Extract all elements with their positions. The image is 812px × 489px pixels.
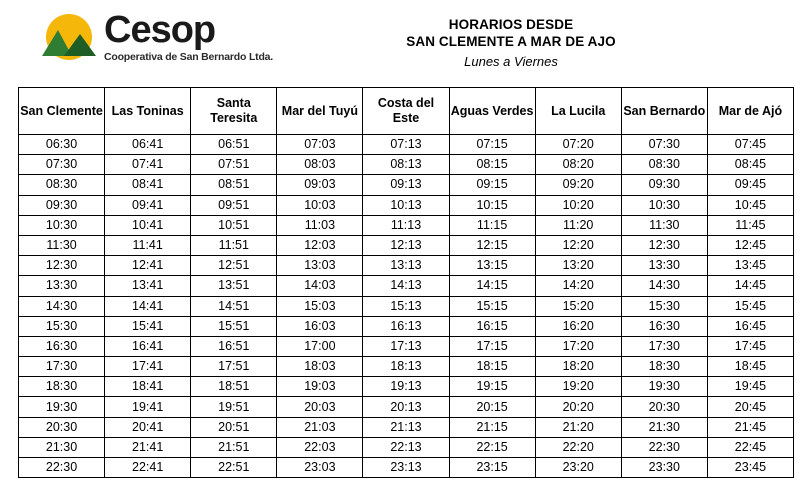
departure-time-cell: 10:13 <box>363 195 449 215</box>
departure-time-cell: 20:13 <box>363 397 449 417</box>
departure-time-cell: 12:20 <box>535 235 621 255</box>
departure-time-cell: 11:41 <box>105 235 191 255</box>
column-header: Aguas Verdes <box>449 88 535 135</box>
table-row <box>19 417 794 437</box>
departure-time-cell: 12:13 <box>363 235 449 255</box>
table-row <box>19 276 794 296</box>
departure-time-cell: 13:03 <box>277 256 363 276</box>
departure-time-cell: 11:13 <box>363 215 449 235</box>
departure-time-cell: 12:03 <box>277 235 363 255</box>
table-row <box>19 458 794 478</box>
table-row <box>19 195 794 215</box>
departure-time-cell: 22:30 <box>621 437 707 457</box>
departure-time-cell: 15:15 <box>449 296 535 316</box>
departure-time-cell: 07:15 <box>449 135 535 155</box>
departure-time-cell: 20:30 <box>19 417 105 437</box>
departure-time-cell: 17:00 <box>277 336 363 356</box>
departure-time-cell: 20:03 <box>277 397 363 417</box>
departure-time-cell: 11:45 <box>707 215 793 235</box>
brand-name: Cesop <box>104 9 216 51</box>
departure-time-cell: 09:30 <box>621 175 707 195</box>
departure-time-cell: 18:15 <box>449 357 535 377</box>
departure-time-cell: 08:45 <box>707 155 793 175</box>
departure-time-cell: 14:15 <box>449 276 535 296</box>
departure-time-cell: 13:15 <box>449 256 535 276</box>
departure-time-cell: 06:41 <box>105 135 191 155</box>
departure-time-cell: 10:30 <box>621 195 707 215</box>
departure-time-cell: 07:20 <box>535 135 621 155</box>
departure-time-cell: 12:30 <box>19 256 105 276</box>
departure-time-cell: 12:51 <box>191 256 277 276</box>
departure-time-cell: 16:45 <box>707 316 793 336</box>
departure-time-cell: 15:13 <box>363 296 449 316</box>
table-row <box>19 437 794 457</box>
departure-time-cell: 19:30 <box>621 377 707 397</box>
departure-time-cell: 09:03 <box>277 175 363 195</box>
departure-time-cell: 11:30 <box>621 215 707 235</box>
departure-time-cell: 18:30 <box>19 377 105 397</box>
departure-time-cell: 09:20 <box>535 175 621 195</box>
mountain-shape <box>42 26 100 56</box>
departure-time-cell: 19:15 <box>449 377 535 397</box>
page-header <box>0 0 812 78</box>
page-title <box>300 10 812 72</box>
table-body <box>19 135 794 478</box>
table-row <box>19 316 794 336</box>
departure-time-cell: 21:20 <box>535 417 621 437</box>
departure-time-cell: 12:45 <box>707 235 793 255</box>
departure-time-cell: 09:30 <box>19 195 105 215</box>
departure-time-cell: 20:51 <box>191 417 277 437</box>
departure-time-cell: 07:51 <box>191 155 277 175</box>
departure-time-cell: 07:41 <box>105 155 191 175</box>
departure-time-cell: 18:45 <box>707 357 793 377</box>
departure-time-cell: 08:15 <box>449 155 535 175</box>
departure-time-cell: 07:03 <box>277 135 363 155</box>
departure-time-cell: 17:15 <box>449 336 535 356</box>
departure-time-cell: 15:51 <box>191 316 277 336</box>
table-header-row <box>19 88 794 135</box>
departure-time-cell: 16:20 <box>535 316 621 336</box>
column-header: Mar de Ajó <box>707 88 793 135</box>
departure-time-cell: 09:13 <box>363 175 449 195</box>
table-row <box>19 235 794 255</box>
departure-time-cell: 23:20 <box>535 458 621 478</box>
departure-time-cell: 21:13 <box>363 417 449 437</box>
departure-time-cell: 10:41 <box>105 215 191 235</box>
departure-time-cell: 11:20 <box>535 215 621 235</box>
departure-time-cell: 06:30 <box>19 135 105 155</box>
departure-time-cell: 17:51 <box>191 357 277 377</box>
departure-time-cell: 13:20 <box>535 256 621 276</box>
departure-time-cell: 19:41 <box>105 397 191 417</box>
departure-time-cell: 22:03 <box>277 437 363 457</box>
departure-time-cell: 14:13 <box>363 276 449 296</box>
brand-logo <box>0 10 300 63</box>
departure-time-cell: 13:51 <box>191 276 277 296</box>
departure-time-cell: 15:30 <box>19 316 105 336</box>
departure-time-cell: 07:30 <box>621 135 707 155</box>
schedule-table-wrapper <box>0 78 812 478</box>
departure-time-cell: 13:30 <box>19 276 105 296</box>
departure-time-cell: 09:51 <box>191 195 277 215</box>
departure-time-cell: 09:15 <box>449 175 535 195</box>
departure-time-cell: 20:41 <box>105 417 191 437</box>
table-row <box>19 215 794 235</box>
column-header: Santa Teresita <box>191 88 277 135</box>
column-header: La Lucila <box>535 88 621 135</box>
departure-time-cell: 16:03 <box>277 316 363 336</box>
departure-time-cell: 10:20 <box>535 195 621 215</box>
departure-time-cell: 17:13 <box>363 336 449 356</box>
table-row <box>19 357 794 377</box>
departure-time-cell: 08:13 <box>363 155 449 175</box>
departure-time-cell: 16:30 <box>621 316 707 336</box>
departure-time-cell: 23:30 <box>621 458 707 478</box>
departure-time-cell: 21:51 <box>191 437 277 457</box>
table-row <box>19 397 794 417</box>
column-header: Las Toninas <box>105 88 191 135</box>
column-header: San Clemente <box>19 88 105 135</box>
departure-time-cell: 14:51 <box>191 296 277 316</box>
departure-time-cell: 16:15 <box>449 316 535 336</box>
table-row <box>19 155 794 175</box>
departure-time-cell: 13:13 <box>363 256 449 276</box>
departure-time-cell: 17:30 <box>621 336 707 356</box>
departure-time-cell: 15:03 <box>277 296 363 316</box>
table-row <box>19 377 794 397</box>
departure-time-cell: 15:41 <box>105 316 191 336</box>
departure-time-cell: 21:30 <box>621 417 707 437</box>
departure-time-cell: 19:03 <box>277 377 363 397</box>
departure-time-cell: 08:03 <box>277 155 363 175</box>
departure-time-cell: 21:45 <box>707 417 793 437</box>
departure-time-cell: 22:13 <box>363 437 449 457</box>
departure-time-cell: 10:30 <box>19 215 105 235</box>
departure-time-cell: 22:20 <box>535 437 621 457</box>
departure-time-cell: 13:45 <box>707 256 793 276</box>
departure-time-cell: 09:41 <box>105 195 191 215</box>
departure-time-cell: 17:30 <box>19 357 105 377</box>
departure-time-cell: 10:45 <box>707 195 793 215</box>
departure-time-cell: 18:51 <box>191 377 277 397</box>
departure-time-cell: 11:15 <box>449 215 535 235</box>
departure-time-cell: 22:30 <box>19 458 105 478</box>
departure-time-cell: 14:45 <box>707 276 793 296</box>
departure-time-cell: 21:03 <box>277 417 363 437</box>
departure-time-cell: 07:30 <box>19 155 105 175</box>
departure-time-cell: 22:15 <box>449 437 535 457</box>
departure-time-cell: 22:51 <box>191 458 277 478</box>
departure-time-cell: 22:45 <box>707 437 793 457</box>
departure-time-cell: 16:13 <box>363 316 449 336</box>
departure-time-cell: 07:45 <box>707 135 793 155</box>
departure-time-cell: 11:30 <box>19 235 105 255</box>
departure-time-cell: 19:45 <box>707 377 793 397</box>
departure-time-cell: 16:41 <box>105 336 191 356</box>
departure-time-cell: 17:20 <box>535 336 621 356</box>
departure-time-cell: 19:20 <box>535 377 621 397</box>
departure-time-cell: 14:30 <box>621 276 707 296</box>
departure-time-cell: 10:51 <box>191 215 277 235</box>
departure-time-cell: 08:41 <box>105 175 191 195</box>
departure-time-cell: 12:30 <box>621 235 707 255</box>
table-head <box>19 88 794 135</box>
departure-time-cell: 11:03 <box>277 215 363 235</box>
departure-time-cell: 17:41 <box>105 357 191 377</box>
column-header: Costa del Este <box>363 88 449 135</box>
departure-time-cell: 14:30 <box>19 296 105 316</box>
departure-time-cell: 18:30 <box>621 357 707 377</box>
schedule-table <box>18 87 794 478</box>
departure-time-cell: 14:03 <box>277 276 363 296</box>
departure-time-cell: 13:30 <box>621 256 707 276</box>
departure-time-cell: 20:45 <box>707 397 793 417</box>
departure-time-cell: 23:15 <box>449 458 535 478</box>
departure-time-cell: 18:13 <box>363 357 449 377</box>
departure-time-cell: 08:30 <box>19 175 105 195</box>
brand-text <box>104 10 273 63</box>
table-row <box>19 336 794 356</box>
departure-time-cell: 14:41 <box>105 296 191 316</box>
departure-time-cell: 14:20 <box>535 276 621 296</box>
departure-time-cell: 16:51 <box>191 336 277 356</box>
departure-time-cell: 16:30 <box>19 336 105 356</box>
title-line-1: HORARIOS DESDE <box>448 17 574 32</box>
departure-time-cell: 07:13 <box>363 135 449 155</box>
sun-mountain-logo-icon <box>40 14 102 60</box>
departure-time-cell: 19:30 <box>19 397 105 417</box>
departure-time-cell: 19:51 <box>191 397 277 417</box>
departure-time-cell: 21:15 <box>449 417 535 437</box>
departure-time-cell: 21:30 <box>19 437 105 457</box>
departure-time-cell: 19:13 <box>363 377 449 397</box>
departure-time-cell: 12:41 <box>105 256 191 276</box>
departure-time-cell: 21:41 <box>105 437 191 457</box>
departure-time-cell: 20:30 <box>621 397 707 417</box>
table-row <box>19 296 794 316</box>
departure-time-cell: 09:45 <box>707 175 793 195</box>
brand-tagline: Cooperativa de San Bernardo Ltda. <box>104 51 274 63</box>
departure-time-cell: 10:03 <box>277 195 363 215</box>
column-header: San Bernardo <box>621 88 707 135</box>
departure-time-cell: 06:51 <box>191 135 277 155</box>
departure-time-cell: 12:15 <box>449 235 535 255</box>
departure-time-cell: 08:20 <box>535 155 621 175</box>
departure-time-cell: 15:20 <box>535 296 621 316</box>
table-row <box>19 175 794 195</box>
table-row <box>19 256 794 276</box>
departure-time-cell: 18:41 <box>105 377 191 397</box>
departure-time-cell: 15:45 <box>707 296 793 316</box>
departure-time-cell: 15:30 <box>621 296 707 316</box>
departure-time-cell: 18:20 <box>535 357 621 377</box>
departure-time-cell: 08:51 <box>191 175 277 195</box>
title-subtitle: Lunes a Viernes <box>464 54 558 69</box>
departure-time-cell: 23:03 <box>277 458 363 478</box>
table-row <box>19 135 794 155</box>
departure-time-cell: 17:45 <box>707 336 793 356</box>
departure-time-cell: 20:20 <box>535 397 621 417</box>
departure-time-cell: 23:13 <box>363 458 449 478</box>
departure-time-cell: 08:30 <box>621 155 707 175</box>
departure-time-cell: 20:15 <box>449 397 535 417</box>
departure-time-cell: 18:03 <box>277 357 363 377</box>
departure-time-cell: 10:15 <box>449 195 535 215</box>
column-header: Mar del Tuyú <box>277 88 363 135</box>
departure-time-cell: 23:45 <box>707 458 793 478</box>
title-line-2: SAN CLEMENTE A MAR DE AJO <box>406 34 616 49</box>
departure-time-cell: 11:51 <box>191 235 277 255</box>
departure-time-cell: 22:41 <box>105 458 191 478</box>
departure-time-cell: 13:41 <box>105 276 191 296</box>
